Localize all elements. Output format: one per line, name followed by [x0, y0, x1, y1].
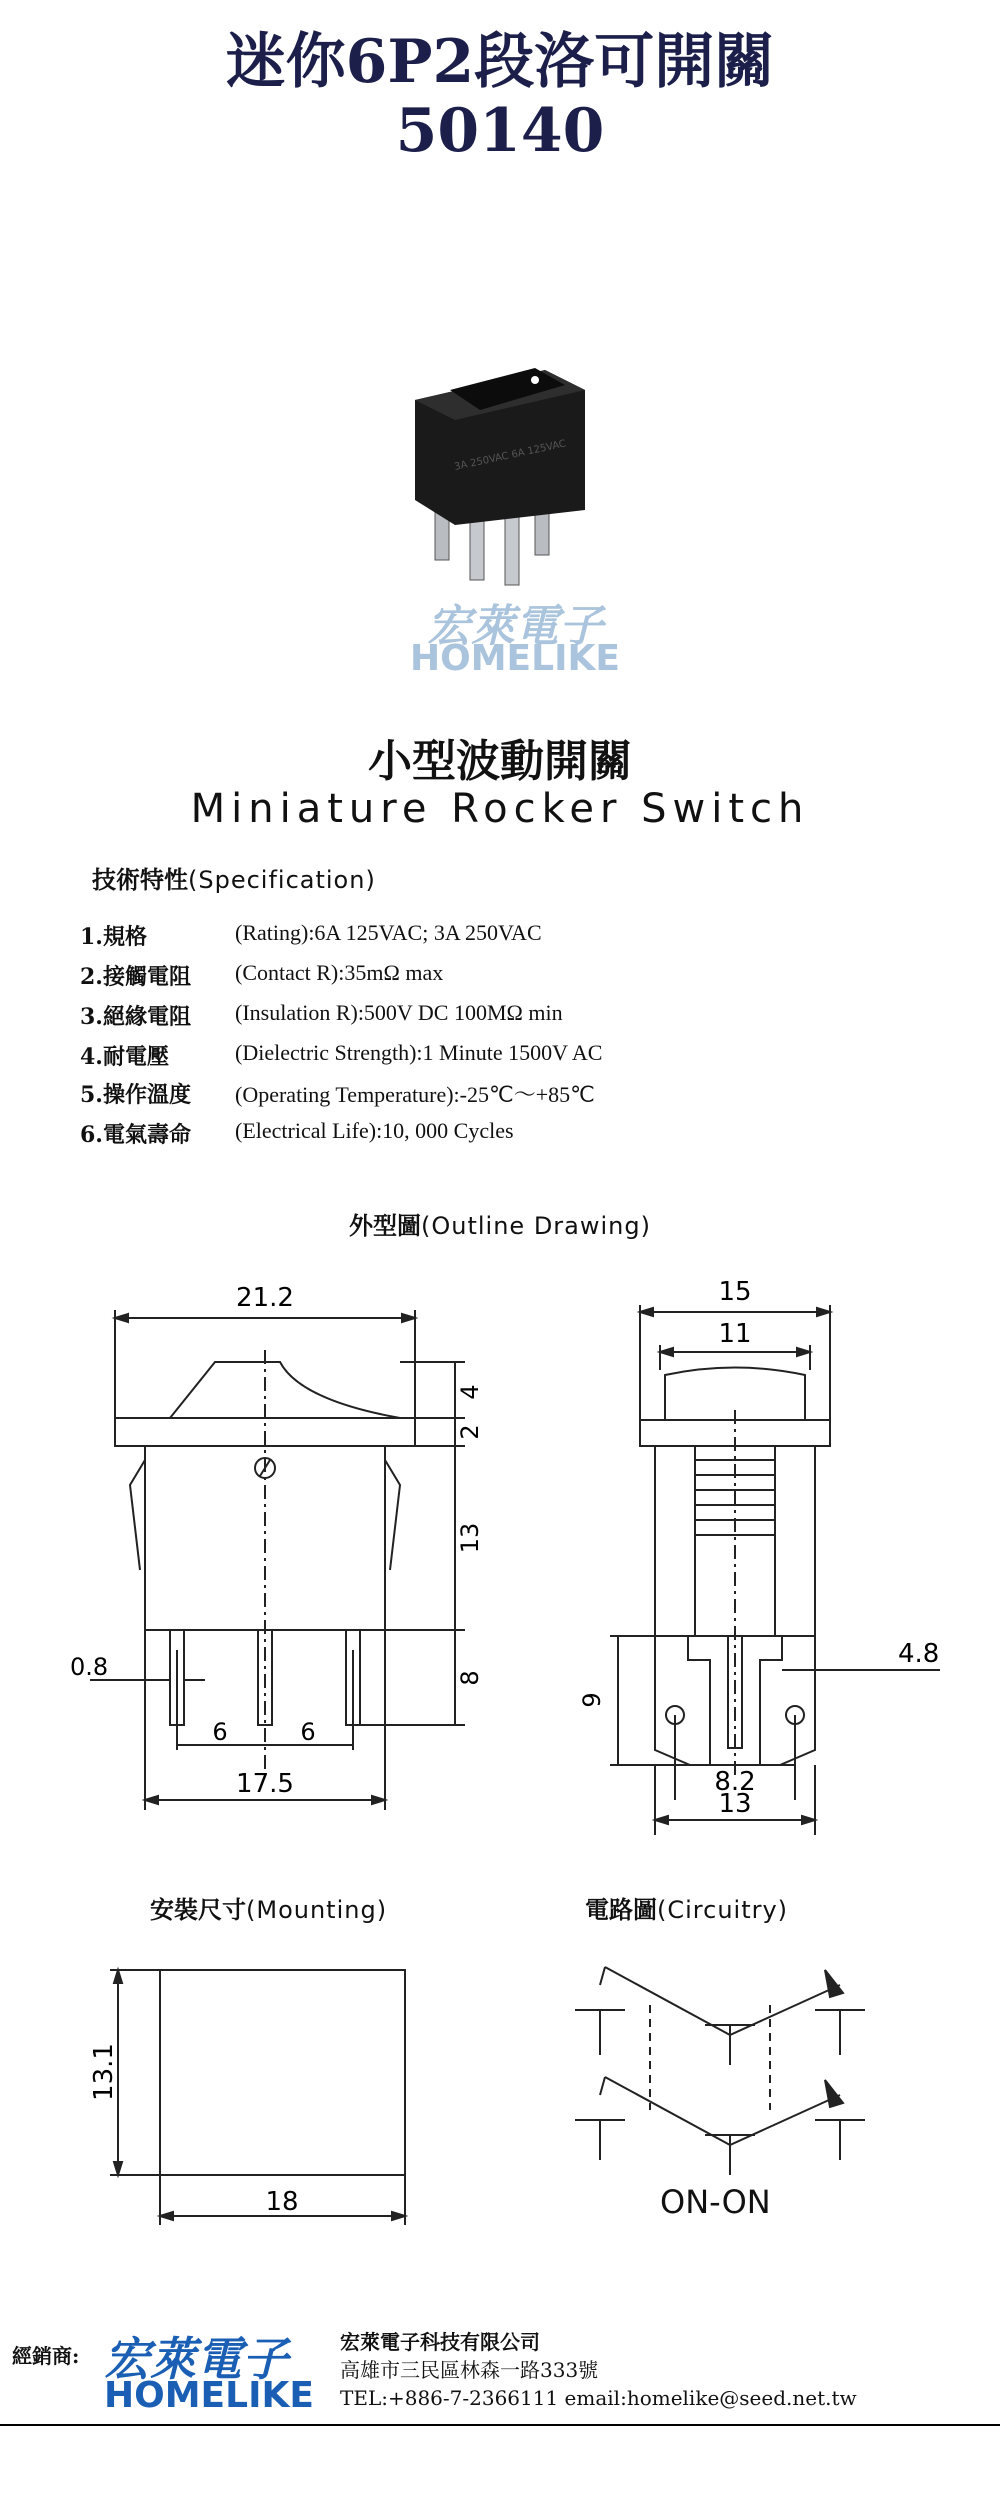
dim-pin-width: 0.8 [70, 1653, 109, 1681]
circuit-mode: ON-ON [660, 2183, 771, 2221]
model-number: 50140 [395, 96, 605, 166]
dim-terminal-width: 4.8 [898, 1639, 940, 1669]
dim-flange-height: 2 [456, 1424, 484, 1440]
dim-pitch-2: 6 [300, 1718, 316, 1746]
spec-row [80, 1078, 595, 1109]
side-view-drawing [560, 1260, 950, 1840]
spec-row [80, 1118, 514, 1149]
outline-heading: 外型圖(Outline Drawing) [349, 1211, 651, 1240]
footer-divider [0, 2424, 1000, 2426]
mounting-drawing [89, 1960, 440, 2250]
dim-side-base: 13 [718, 1789, 752, 1819]
front-view-drawing [70, 1270, 490, 1840]
dim-cutout-width: 18 [265, 2187, 299, 2217]
company-contact: TEL:+886-7-2366111 email:homelike@seed.net.tw [340, 2386, 857, 2410]
mounting-heading: 安裝尺寸(Mounting) [150, 1895, 388, 1924]
distributor-label: 經銷商: [12, 2344, 80, 2368]
dim-pitch-1: 6 [212, 1718, 228, 1746]
spec-value: (Dielectric Strength):1 Minute 1500V AC [235, 1040, 603, 1065]
spec-heading: 技術特性(Specification) [92, 865, 376, 894]
company-name: 宏萊電子科技有限公司 [340, 2330, 540, 2354]
dim-rocker-width: 11 [718, 1319, 752, 1349]
dim-pin-length: 8 [456, 1670, 484, 1686]
spec-value: (Operating Temperature):-25℃～+85℃ [235, 1082, 595, 1107]
dim-rocker-height: 4 [456, 1384, 484, 1400]
page-title: 迷你6P2段洛可開關 [225, 27, 775, 97]
watermark-en: HOMELIKE [410, 638, 620, 679]
spec-value: (Rating):6A 125VAC; 3A 250VAC [235, 920, 542, 945]
dim-front-width: 21.2 [236, 1283, 294, 1313]
spec-label: 2.接觸電阻 [80, 964, 191, 990]
housing-marking: 3A 250VAC 6A 125VAC [453, 438, 567, 473]
spec-row [80, 920, 542, 951]
spec-label: 1.規格 [80, 924, 147, 950]
company-address: 高雄市三民區林森一路333號 [340, 2358, 599, 2382]
spec-label: 4.耐電壓 [80, 1044, 169, 1070]
watermark-zh: 宏萊電子 [427, 601, 603, 652]
spec-label: 5.操作溫度 [80, 1082, 191, 1108]
product-name-zh: 小型波動開關 [368, 736, 632, 787]
spec-value: (Contact R):35mΩ max [235, 960, 444, 985]
circuit-heading: 電路圖(Circuitry) [585, 1895, 789, 1924]
dim-terminal-height: 9 [578, 1692, 606, 1708]
dim-cutout-height: 13.1 [89, 2043, 119, 2101]
dim-side-width: 15 [718, 1277, 752, 1307]
product-photo [395, 350, 615, 590]
dim-body-height: 13 [456, 1522, 484, 1554]
spec-value: (Electrical Life):10, 000 Cycles [235, 1118, 514, 1143]
spec-label: 6.電氣壽命 [80, 1122, 191, 1148]
spec-label: 3.絕緣電阻 [80, 1004, 191, 1030]
spec-row [80, 960, 443, 991]
dim-front-base: 17.5 [236, 1769, 294, 1799]
product-name-en: Miniature Rocker Switch [190, 786, 810, 832]
spec-row [80, 1000, 563, 1031]
spec-row [80, 1040, 602, 1071]
footer-logo-en: HOMELIKE [104, 2375, 314, 2416]
footer-logo-zh: 宏萊電子 [104, 2332, 288, 2386]
spec-value: (Insulation R):500V DC 100MΩ min [235, 1000, 563, 1025]
dim-terminal-span: 8.2 [714, 1767, 756, 1797]
